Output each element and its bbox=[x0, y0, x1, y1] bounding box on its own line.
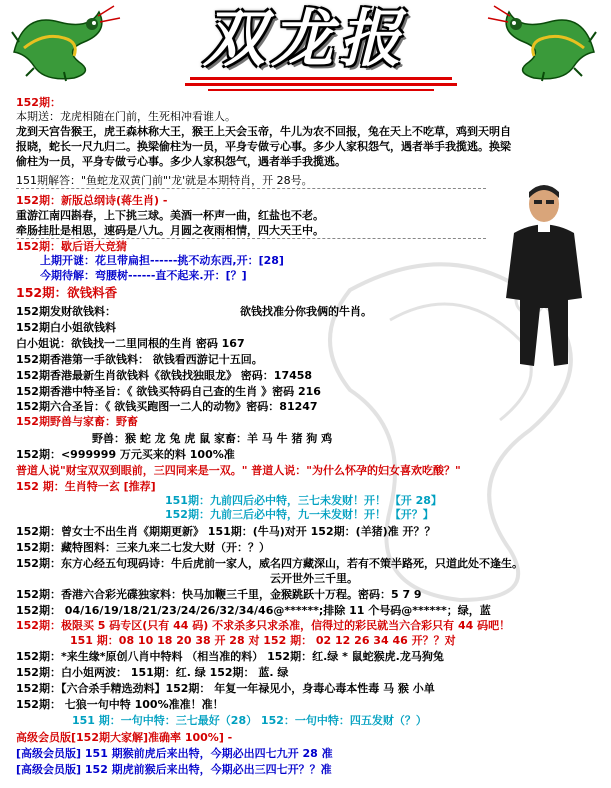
text-line: [高级会员版] 151 期猴前虎后来出特，今期必出四七九开 28 准 bbox=[16, 747, 333, 760]
text-line: 今期待解：弯腰树------直不起来.开：[？] bbox=[40, 269, 247, 282]
section-heading: 152期：新版总纲诗(蒋生肖) - bbox=[16, 194, 168, 207]
text-line: 龙到天宫告猴王，虎王森林称大王，猴王上天会玉帝，牛儿为农不回报，兔在天上不吃草，鸡到天明自 bbox=[16, 125, 511, 138]
section-heading: 高级会员版[152期大家解]准确率 100%] - bbox=[16, 731, 233, 744]
text-line: 152期： 04/16/19/18/21/23/24/26/32/34/46@******;排除 11 个号码@******；绿，蓝 bbox=[16, 604, 491, 617]
section-heading: 152期：歇后语大竞猜 bbox=[16, 240, 127, 253]
text-line: 偷柱为一员，平身专做亏心事。多少人家积怨气，遇者举手我揽逃。 bbox=[16, 155, 346, 168]
text-line: 牵肠挂肚是相思，速码是八九。月圆之夜雨相情，四大天王中。 bbox=[16, 224, 324, 237]
text-line: 152期：藏特图料：三来九来二七发大财（开：？） bbox=[16, 541, 270, 554]
text-line: 白小姐说：欲钱找一二里同根的生肖 密码 167 bbox=[16, 337, 245, 350]
text-line: 152期香港中特圣旨：《 欲钱买特码自己查的生肖 》密码 216 bbox=[16, 385, 321, 398]
text-line: 欲钱找准分你我俩的牛肖。 bbox=[240, 305, 372, 318]
text-line: [高级会员版] 152 期虎前猴后来出特，今期必出三四七开？？准 bbox=[16, 763, 332, 776]
title-underline bbox=[190, 77, 452, 80]
text-line: 151 期：08 10 18 20 38 开 28 对 152 期： 02 12 26 34 46 开？？对 bbox=[70, 634, 456, 647]
text-line: 152期香港第一手欲钱料： 欲钱看西游记十五回。 bbox=[16, 353, 263, 366]
text-line: 152期：九前三后必中特，九一未发财！开！ 【开？】 bbox=[165, 508, 434, 521]
text-line: 151期：九前四后必中特，三七未发财！开！ 【开 28】 bbox=[165, 494, 442, 507]
title-underline bbox=[185, 83, 457, 86]
dragon-left-icon bbox=[4, 2, 124, 82]
text-line: 152期：曾女士不出生肖《期期更新》 151期：(牛马)对开 152期：(羊猪)准 开？？ bbox=[16, 525, 436, 538]
text-line: 152期：<999999 万元买来的料 100%准 bbox=[16, 448, 235, 461]
text-line: 152期六合圣旨：《 欲钱买跑图一二人的动物》密码：81247 bbox=[16, 400, 318, 413]
text-line: 152期： 七狼一句中特 100%准准！准！ bbox=[16, 698, 224, 711]
text-line: 152期：极限买 5 码专区(只有 44 码) 不求杀多只求杀准，信得过的彩民就当六合彩只有 44 码吧！ bbox=[16, 619, 511, 632]
man-photo bbox=[498, 178, 590, 368]
text-line: 上期开谜：花旦带扁担------挑不动东西,开：[28] bbox=[40, 254, 284, 267]
text-line: 151 期：一句中特：三七最好（28） 152：一句中特：四五发财（？） bbox=[72, 714, 427, 727]
text-line: 152期：东方心经五句现码诗：牛后虎前一家人，威名四方藏深山，若有不策半路死，只道此处不逢生。 bbox=[16, 557, 523, 570]
text-line: 152期：*来生缘*原创八肖中特料 （相当准的料） 152期：红.绿 * 鼠蛇猴虎.龙马狗兔 bbox=[16, 650, 444, 663]
text-line: 云开世外三千里。 bbox=[270, 572, 358, 585]
text-line: 152期白小姐欲钱料 bbox=[16, 321, 116, 334]
text-line: 重游江南四斟春，上下挑三球。美酒一杯声一曲，红盐也不老。 bbox=[16, 209, 324, 222]
text-line: 普道人说"财宝双双到眼前，三四同来是一双。" 普道人说："为什么怀孕的妇女喜欢吃酸？" bbox=[16, 464, 461, 477]
section-heading: 152期：欲钱料香 bbox=[16, 285, 118, 300]
text-line: 152期：【六合杀手精选劲料】152期： 年复一年禄见小，身毒心毒本性毒 马 猴 小单 bbox=[16, 682, 435, 695]
text-line: 152期发财欲钱料： bbox=[16, 305, 116, 318]
issue-heading: 152期： bbox=[16, 96, 61, 109]
text-line: 152期：白小姐两波： 151期：红. 绿 152期： 蓝. 绿 bbox=[16, 666, 289, 679]
section-heading: 152 期：生肖特一玄 [推荐] bbox=[16, 480, 156, 493]
text-line: 野兽：猴 蛇 龙 兔 虎 鼠 家畜：羊 马 牛 猪 狗 鸡 bbox=[92, 432, 333, 445]
divider bbox=[16, 188, 486, 190]
title-underline bbox=[208, 89, 434, 91]
masthead bbox=[0, 0, 611, 92]
text-line: 报晓，蛇长一尺九归二。换梁偷柱为一员，平身专做亏心事。多少人家积怨气，遇者举手我揽逃。换梁 bbox=[16, 140, 511, 153]
section-heading: 152期野兽与家畜：野畜 bbox=[16, 415, 138, 428]
text-line: 本期送：龙虎相随在门前，生死相冲看谁人。 bbox=[16, 110, 236, 123]
text-line: 151期解答："鱼蛇龙双黄门前"'龙'就是本期特肖，开 28号。 bbox=[16, 174, 313, 187]
dragon-right-icon bbox=[484, 2, 604, 82]
page-title: 双龙报 bbox=[202, 2, 407, 75]
text-line: 152期香港最新生肖欲钱料《欲钱找独眼龙》 密码：17458 bbox=[16, 369, 313, 382]
text-line: 152期：香港六合彩光碟独家料：快马加鞭三千里，金猴跳跃十万程。密码：5 7 9 bbox=[16, 588, 422, 601]
